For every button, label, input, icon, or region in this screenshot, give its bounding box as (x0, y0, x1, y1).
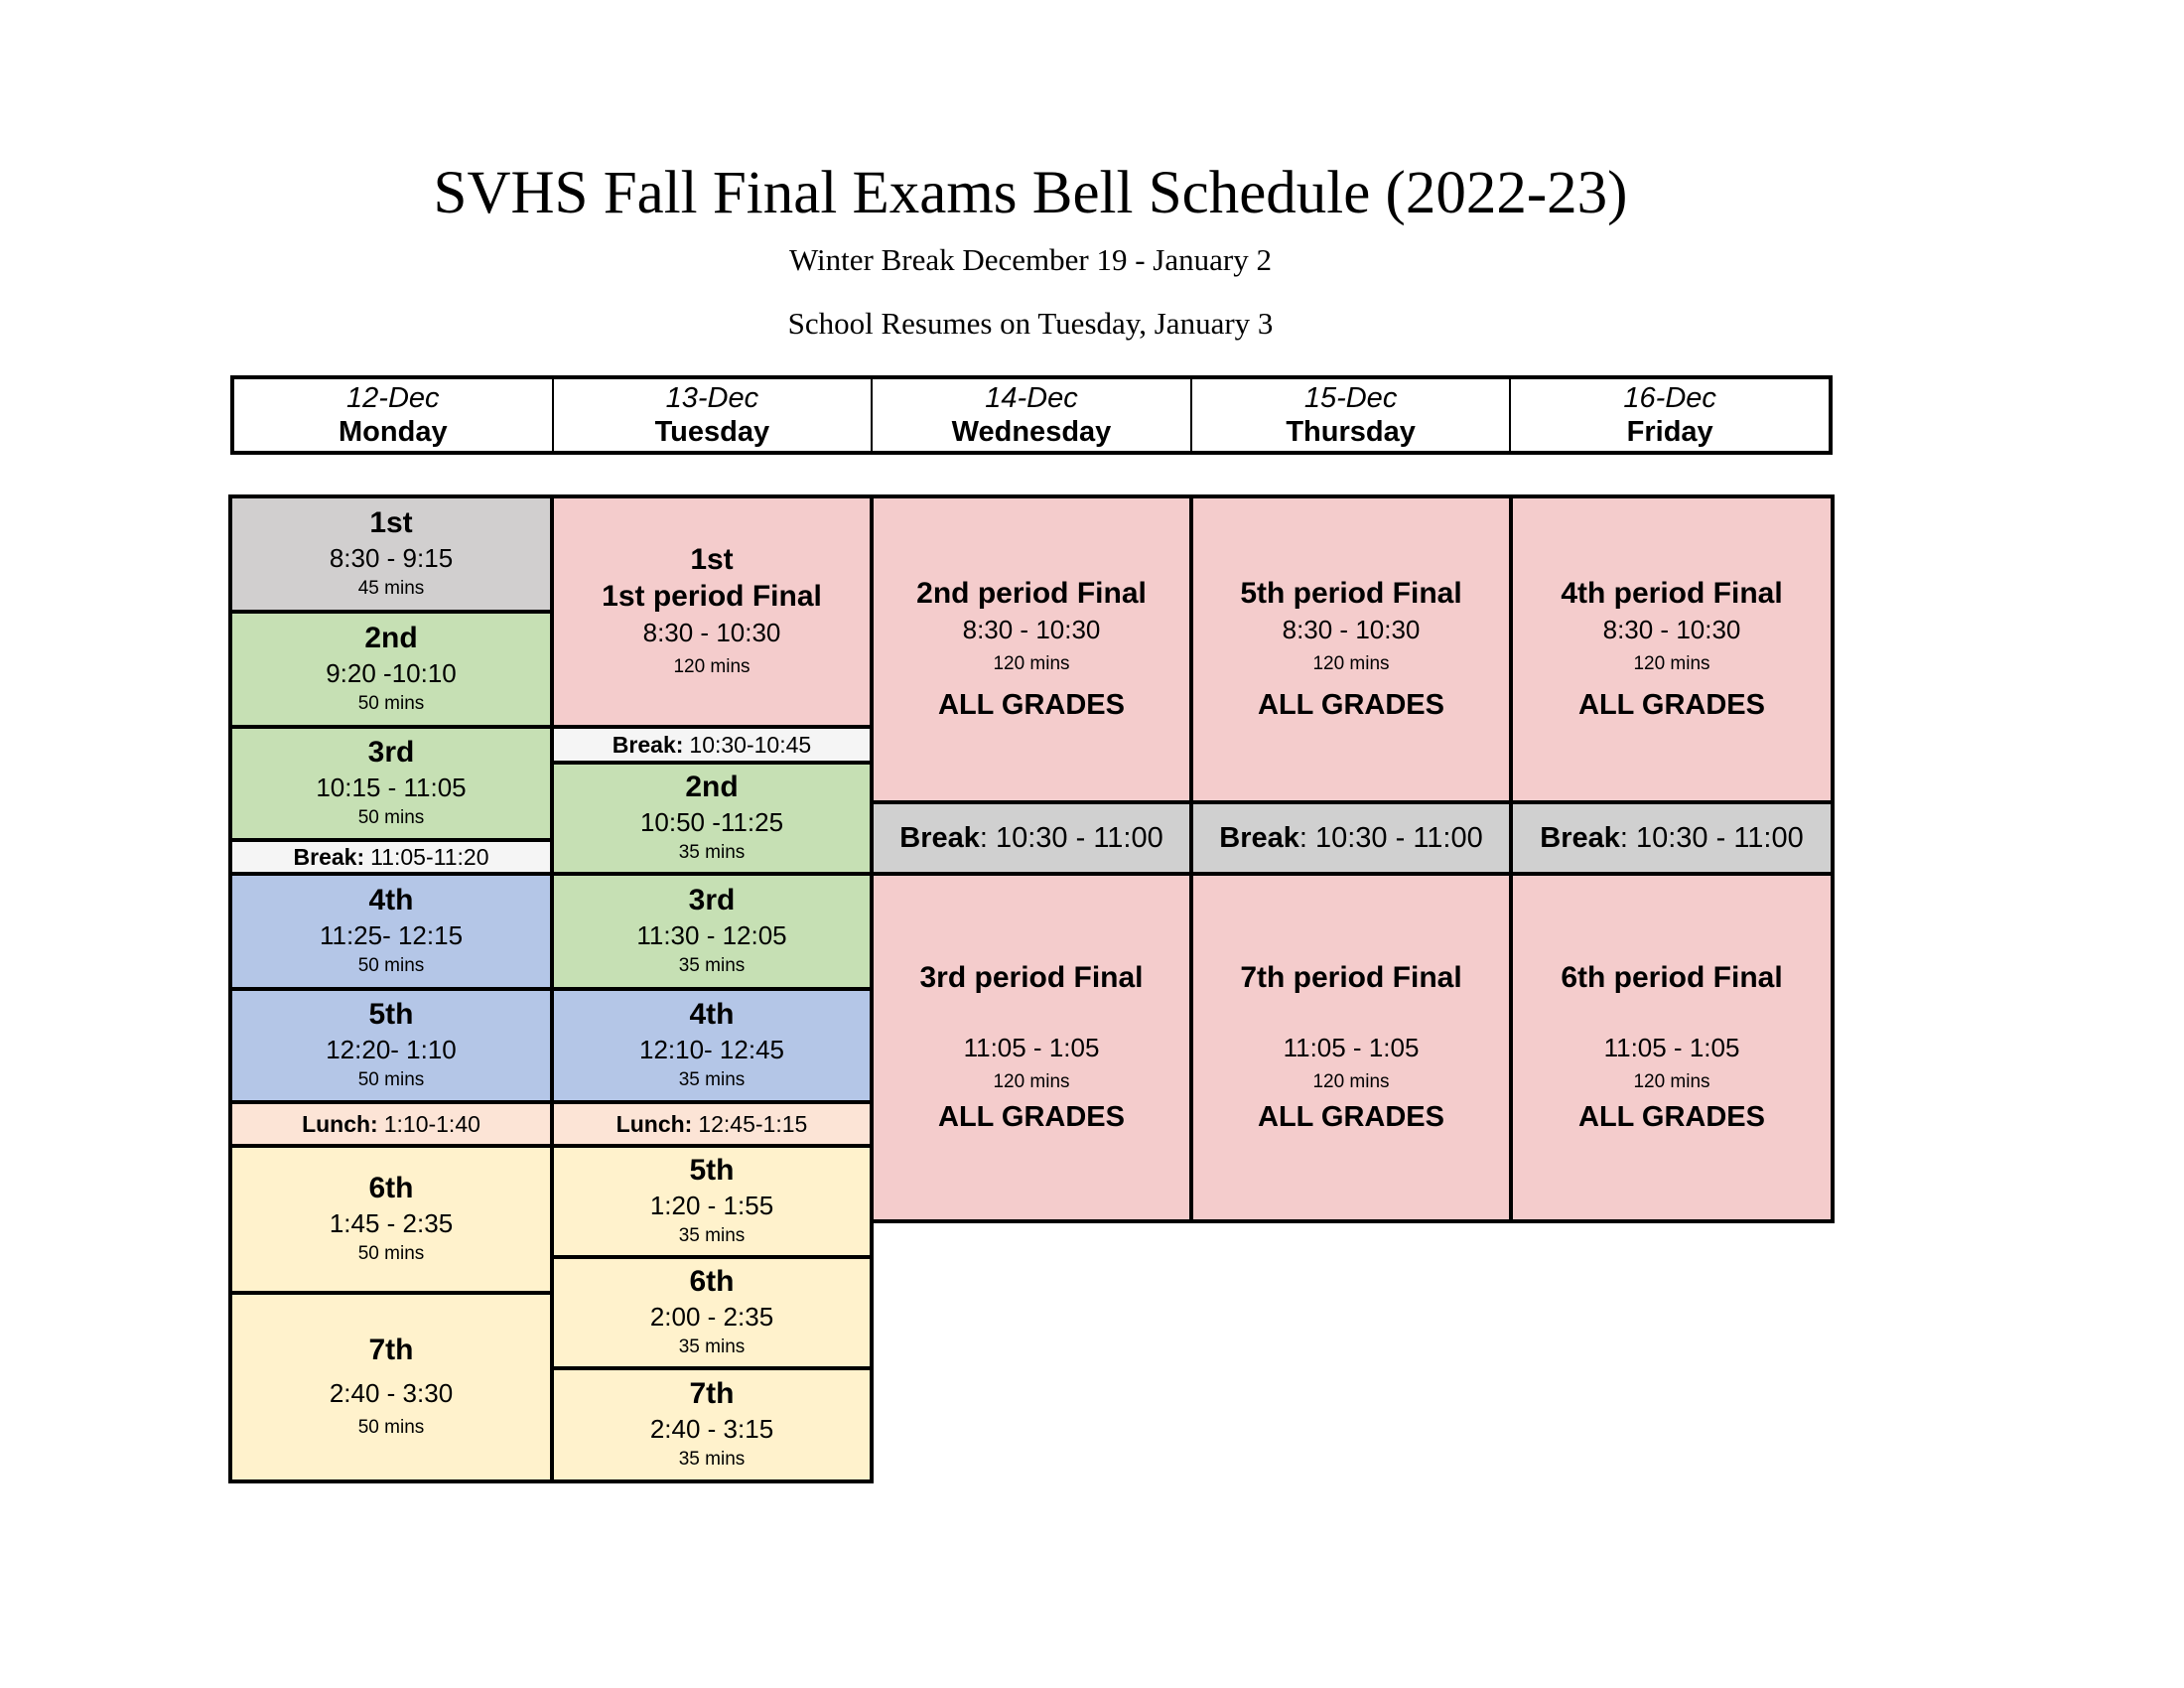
lunch-time: 12:45-1:15 (698, 1111, 808, 1137)
period-name: 7th (368, 1334, 414, 1366)
day-header-row (230, 375, 1833, 455)
period-name: 2nd (364, 622, 418, 654)
lunch-label: Lunch: (615, 1111, 693, 1137)
period-time: 8:30 - 10:30 (642, 618, 781, 647)
header-day: Thursday (1286, 416, 1416, 448)
final-label: 4th period Final (1561, 577, 1783, 610)
final-label: 5th period Final (1240, 577, 1462, 610)
period-time: 8:30 - 10:30 (1602, 615, 1741, 644)
period-name: 3rd (688, 884, 736, 916)
period-time: 10:15 - 11:05 (316, 773, 467, 802)
period-time: 8:30 - 10:30 (1282, 615, 1421, 644)
period-minutes: 120 mins (673, 656, 751, 677)
period-minutes: 35 mins (678, 1225, 746, 1246)
thursday-morning-final (1191, 496, 1511, 802)
grades-label: ALL GRADES (1258, 689, 1444, 721)
period-minutes: 120 mins (1633, 653, 1710, 674)
monday-period-3 (230, 727, 552, 840)
header-wednesday (871, 379, 1190, 451)
lunch-label: Lunch: (302, 1111, 378, 1137)
period-time: 8:30 - 10:30 (962, 615, 1101, 644)
period-name: 1st (369, 506, 413, 539)
break-time: 11:05-11:20 (370, 844, 489, 870)
monday-period-1 (230, 496, 552, 612)
period-time: 9:20 -10:10 (326, 658, 457, 688)
period-time: 1:20 - 1:55 (649, 1191, 774, 1220)
final-label: 6th period Final (1561, 961, 1783, 994)
period-name: 3rd (367, 736, 415, 769)
final-label: 7th period Final (1240, 961, 1462, 994)
period-time: 12:20- 1:10 (326, 1035, 457, 1064)
period-minutes: 120 mins (993, 1071, 1070, 1092)
break-label: Break: (612, 732, 684, 758)
tuesday-period-2 (552, 763, 872, 874)
monday-period-5 (230, 989, 552, 1102)
lunch-time: 1:10-1:40 (383, 1111, 480, 1137)
period-name: 4th (689, 998, 735, 1031)
school-resumes-note: School Resumes on Tuesday, January 3 (787, 306, 1274, 341)
header-date: 14-Dec (985, 382, 1078, 414)
friday-break (1511, 802, 1833, 874)
period-time: 2:40 - 3:15 (649, 1414, 774, 1444)
grades-label: ALL GRADES (1258, 1101, 1444, 1133)
period-time: 8:30 - 9:15 (329, 543, 454, 573)
period-name: 7th (689, 1377, 735, 1410)
period-minutes: 35 mins (678, 955, 746, 976)
monday-break (230, 840, 552, 874)
break-time: : 10:30 - 11:00 (1619, 822, 1804, 854)
period-minutes: 120 mins (1312, 653, 1390, 674)
grades-label: ALL GRADES (1578, 689, 1765, 721)
monday-period-7 (230, 1293, 552, 1481)
period-minutes: 35 mins (678, 842, 746, 863)
period-time: 10:50 -11:25 (639, 807, 784, 837)
period-minutes: 50 mins (357, 955, 425, 976)
period-minutes: 35 mins (678, 1069, 746, 1090)
tuesday-period-4 (552, 989, 872, 1102)
friday-morning-final (1511, 496, 1833, 802)
tuesday-first-period-final (552, 496, 872, 727)
winter-break-note: Winter Break December 19 - January 2 (789, 242, 1272, 277)
wednesday-morning-final (872, 496, 1191, 802)
final-label: 1st period Final (602, 580, 822, 613)
period-minutes: 45 mins (357, 578, 425, 599)
period-time: 12:10- 12:45 (638, 1035, 784, 1064)
period-minutes: 50 mins (357, 807, 425, 828)
period-minutes: 50 mins (357, 693, 425, 714)
period-name: 5th (368, 998, 414, 1031)
tuesday-period-7 (552, 1368, 872, 1481)
period-minutes: 120 mins (1312, 1071, 1390, 1092)
grades-label: ALL GRADES (938, 1101, 1125, 1133)
friday-afternoon-final (1511, 874, 1833, 1221)
period-name: 1st (690, 543, 734, 576)
header-friday (1509, 379, 1833, 451)
wednesday-afternoon-final (872, 874, 1191, 1221)
period-time: 1:45 - 2:35 (329, 1208, 454, 1238)
grades-label: ALL GRADES (938, 689, 1125, 721)
period-time: 11:30 - 12:05 (636, 920, 787, 950)
period-time: 2:40 - 3:30 (329, 1378, 454, 1408)
header-monday (230, 379, 552, 451)
page-title: SVHS Fall Final Exams Bell Schedule (2022-23) (433, 160, 1628, 226)
header-date: 12-Dec (346, 382, 440, 414)
period-minutes: 120 mins (1633, 1071, 1710, 1092)
period-minutes: 35 mins (678, 1336, 746, 1357)
tuesday-period-5 (552, 1146, 872, 1257)
break-time: 10:30-10:45 (689, 732, 812, 758)
thursday-afternoon-final (1191, 874, 1511, 1221)
grades-label: ALL GRADES (1578, 1101, 1765, 1133)
period-minutes: 50 mins (357, 1243, 425, 1264)
period-minutes: 35 mins (678, 1449, 746, 1470)
header-day: Wednesday (951, 416, 1112, 448)
period-name: 6th (689, 1265, 735, 1298)
break-label: Break (1219, 822, 1299, 854)
header-day: Friday (1626, 416, 1713, 448)
header-date: 15-Dec (1303, 382, 1398, 414)
header-tuesday (552, 379, 872, 451)
break-time: : 10:30 - 11:00 (1298, 822, 1483, 854)
tuesday-period-3 (552, 874, 872, 989)
period-name: 4th (368, 884, 414, 916)
header-thursday (1190, 379, 1510, 451)
monday-period-4 (230, 874, 552, 989)
wednesday-break (872, 802, 1191, 874)
period-minutes: 50 mins (357, 1069, 425, 1090)
monday-period-2 (230, 612, 552, 727)
header-day: Monday (339, 416, 448, 448)
period-time: 2:00 - 2:35 (649, 1302, 774, 1332)
break-time: : 10:30 - 11:00 (979, 822, 1163, 854)
period-minutes: 50 mins (357, 1417, 425, 1438)
period-time: 11:05 - 1:05 (1603, 1033, 1740, 1062)
header-day: Tuesday (654, 416, 770, 448)
tuesday-period-6 (552, 1257, 872, 1368)
tuesday-break (552, 727, 872, 763)
period-time: 11:05 - 1:05 (1283, 1033, 1420, 1062)
period-name: 2nd (685, 771, 739, 803)
period-name: 5th (689, 1154, 735, 1187)
header-date: 13-Dec (665, 382, 759, 414)
final-label: 3rd period Final (919, 961, 1144, 994)
period-time: 11:25- 12:15 (319, 920, 464, 950)
break-label: Break (899, 822, 980, 854)
thursday-break (1191, 802, 1511, 874)
period-time: 11:05 - 1:05 (963, 1033, 1100, 1062)
header-date: 16-Dec (1623, 382, 1716, 414)
monday-lunch (230, 1102, 552, 1146)
period-minutes: 120 mins (993, 653, 1070, 674)
monday-period-6 (230, 1146, 552, 1293)
final-label: 2nd period Final (916, 577, 1147, 610)
tuesday-lunch (552, 1102, 872, 1146)
break-label: Break: (293, 844, 365, 870)
period-name: 6th (368, 1172, 414, 1204)
break-label: Break (1540, 822, 1620, 854)
